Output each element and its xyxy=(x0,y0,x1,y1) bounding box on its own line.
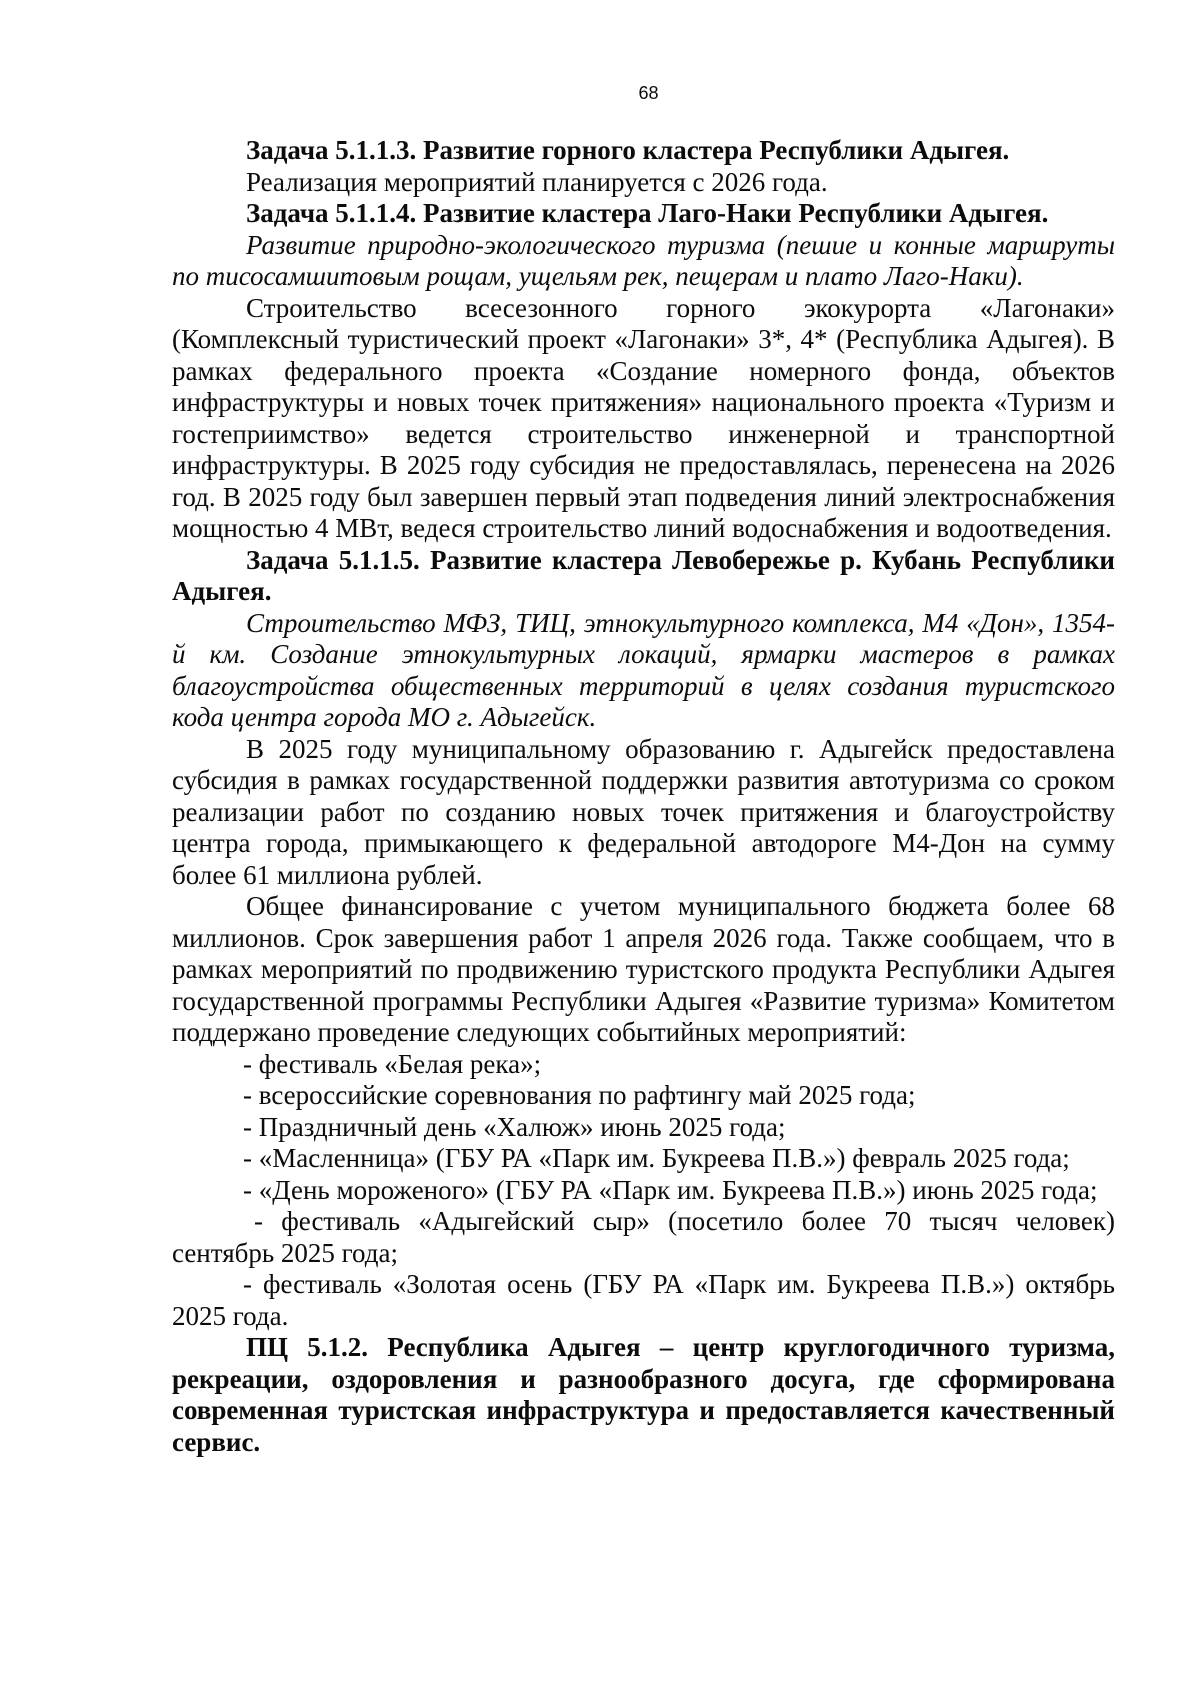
adygeysk-subsidy-paragraph: В 2025 году муниципальному образованию г. Адыгейск предоставлена субсидия в рамках государственной поддержки развития автотуризма со сроком реализации работ по созданию новых точек притяжения и благоустройству центра города, примыкающего к федеральной автодороге М4-Дон на сумму более 61 миллиона рублей. xyxy=(172,733,1115,890)
event-list-item: - фестиваль «Белая река»; xyxy=(243,1048,542,1079)
event-list-item: - «Масленница» (ГБУ РА «Парк им. Букреева П.В.») февраль 2025 года; xyxy=(243,1143,1070,1173)
event-list-item: - Праздничный день «Халюж» июнь 2025 года; xyxy=(243,1111,786,1142)
task-5-1-1-3-heading: Задача 5.1.1.3. Развитие горного кластера Республики Адыгея. xyxy=(246,135,1010,165)
event-list-item: - всероссийские соревнования по рафтингу май 2025 года; xyxy=(243,1080,916,1110)
task-5-1-1-3-text: Реализация мероприятий планируется с 2026 года. xyxy=(246,166,828,197)
page-number: 68 xyxy=(638,83,659,103)
event-list-item: - фестиваль «Золотая осень (ГБУ РА «Парк им. Букреева П.В.») октябрь 2025 года. xyxy=(172,1269,1115,1331)
task-5-1-1-5-italic-description: Строительство МФЗ, ТИЦ, этнокультурного комплекса, М4 «Дон», 1354-й км. Создание этнокультурных локаций, ярмарки мастеров в рамках благоустройства общественных территорий в целях создания туристского кода центра города МО г. Адыгейск. xyxy=(172,607,1115,732)
document-body xyxy=(172,135,1115,1458)
event-list-item: - фестиваль «Адыгейский сыр» (посетило более 70 тысяч человек) сентябрь 2025 года; xyxy=(172,1206,1115,1268)
target-5-1-2-heading: ПЦ 5.1.2. Республика Адыгея – центр круглогодичного туризма, рекреации, оздоровления и разнообразного досуга, где сформирована современная туристская инфраструктура и предоставляется качественный сервис. xyxy=(172,1332,1115,1457)
task-5-1-1-5-heading: Задача 5.1.1.5. Развитие кластера Левобережье р. Кубань Республики Адыгея. xyxy=(172,544,1115,606)
financing-paragraph: Общее финансирование с учетом муниципального бюджета более 68 миллионов. Срок завершения работ 1 апреля 2026 года. Также сообщаем, что в рамках мероприятий по продвижению туристского продукта Республики Адыгея государственной программы Республики Адыгея «Развитие туризма» Комитетом поддержано проведение следующих событийных мероприятий: xyxy=(172,891,1115,1047)
task-5-1-1-4-italic-description: Развитие природно-экологического туризма (пешие и конные маршруты по тисосамшитовым рощам, ущельям рек, пещерам и плато Лаго-Наки). xyxy=(172,229,1115,291)
lagonaki-resort-paragraph: Строительство всесезонного горного экокурорта «Лагонаки» (Комплексный туристический проект «Лагонаки» 3*, 4* (Республика Адыгея). В рамках федерального проекта «Создание номерного фонда, объектов инфраструктуры и новых точек притяжения» национального проекта «Туризм и гостеприимство» ведется строительство инженерной и транспортной инфраструктуры. В 2025 году субсидия не предоставлялась, перенесена на 2026 год. В 2025 году был завершен первый этап подведения линий электроснабжения мощностью 4 МВт, ведеся строительство линий водоснабжения и водоотведения. xyxy=(172,292,1115,543)
task-5-1-1-4-heading: Задача 5.1.1.4. Развитие кластера Лаго-Наки Республики Адыгея. xyxy=(246,198,1049,228)
event-list-item: - «День мороженого» (ГБУ РА «Парк им. Букреева П.В.») июнь 2025 года; xyxy=(243,1174,1098,1205)
